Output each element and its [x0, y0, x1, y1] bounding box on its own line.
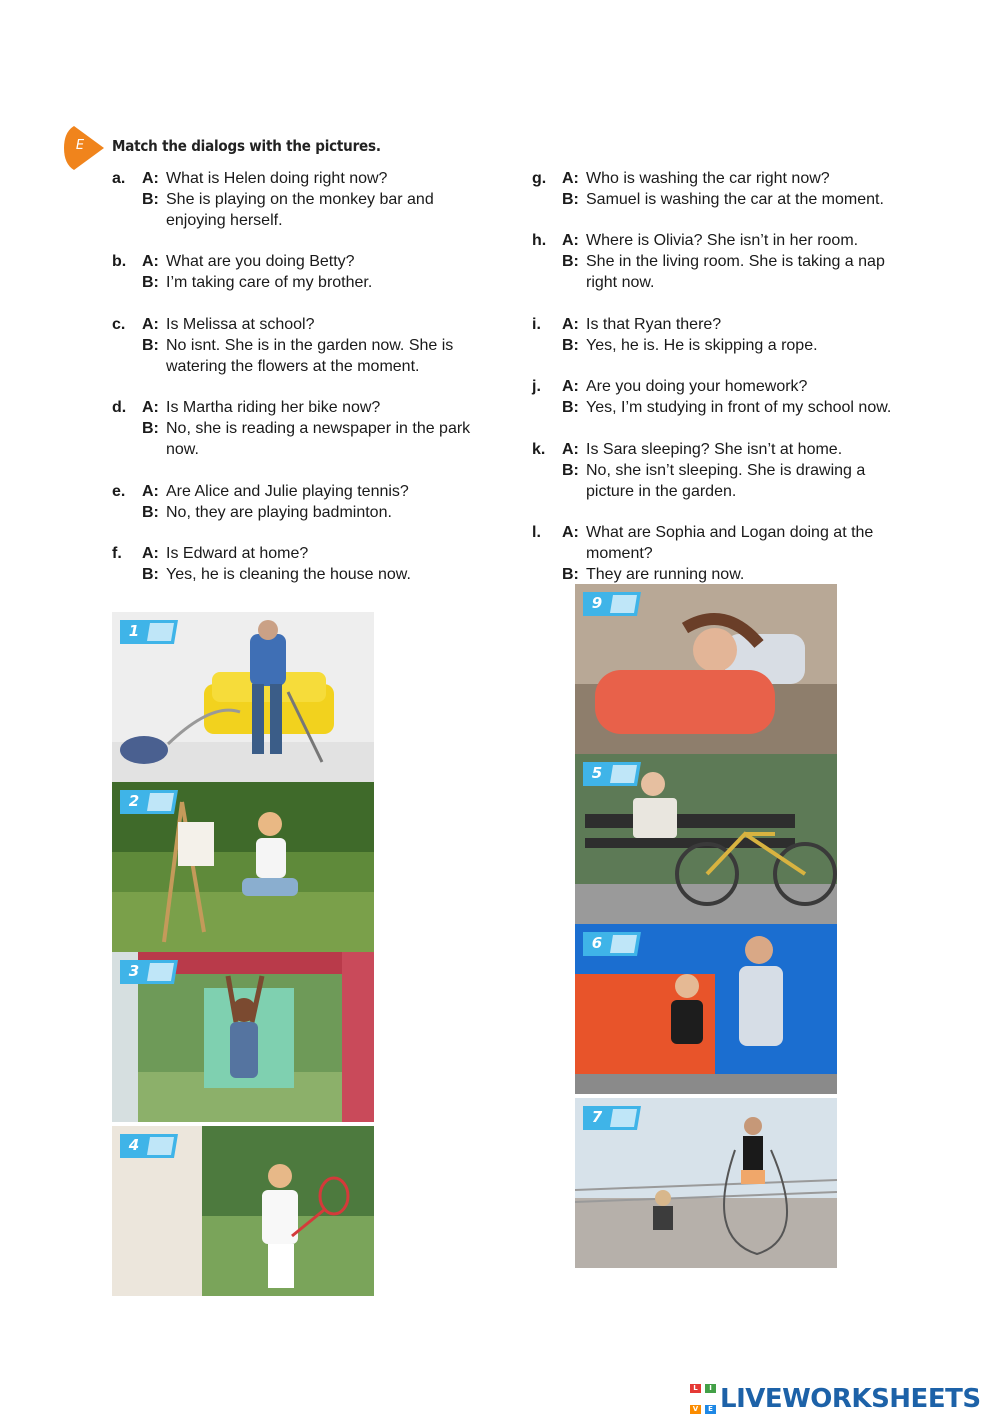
- dialog-line-a: A: Is Edward at home?: [142, 545, 309, 562]
- picture-3-monkey-bar: [112, 952, 374, 1122]
- dialog-line-b: B: Yes, I’m studying in front of my school now.: [562, 399, 892, 416]
- dialog-line-b: B: No, they are playing badminton.: [142, 504, 392, 521]
- dialog-line-a: A: Where is Olivia? She isn’t in her room.: [562, 232, 859, 249]
- dialog-line-b-cont: enjoying herself.: [166, 212, 283, 229]
- instruction-heading: Match the dialogs with the pictures.: [112, 137, 381, 155]
- liveworksheets-logo: [690, 1382, 981, 1416]
- dialog-line-a: A: Are you doing your homework?: [562, 378, 808, 395]
- dialog-line-a: A: Is Melissa at school?: [142, 316, 315, 333]
- dialog-line-a: A: Who is washing the car right now?: [562, 170, 830, 187]
- dialog-line-b: B: Yes, he is. He is skipping a rope.: [562, 337, 818, 354]
- dialog-i: [532, 314, 932, 356]
- dialog-h: [532, 230, 932, 294]
- dialog-line-a: A: Is Martha riding her bike now?: [142, 399, 381, 416]
- dialog-line-a-cont: moment?: [586, 545, 653, 562]
- dialog-line-a: A: What are Sophia and Logan doing at the: [562, 524, 874, 541]
- section-badge: [60, 124, 106, 172]
- dialog-line-a: A: What is Helen doing right now?: [142, 170, 388, 187]
- picture-number: 9: [591, 594, 603, 612]
- dialog-line-a: A: Are Alice and Julie playing tennis?: [142, 483, 409, 500]
- dialog-line-a: A: What are you doing Betty?: [142, 253, 355, 270]
- dialog-line-b: B: No isnt. She is in the garden now. She is: [142, 337, 454, 354]
- dialog-d: [112, 397, 512, 461]
- picture-number-tag: [583, 592, 641, 616]
- picture-2-drawing: [112, 782, 374, 952]
- picture-9-nap: [575, 584, 837, 754]
- dialog-line-b: B: They are running now.: [562, 566, 745, 583]
- picture-6-running: [575, 924, 837, 1094]
- dialog-letter: i.: [532, 316, 541, 333]
- picture-number: 5: [591, 764, 603, 782]
- dialog-f: [112, 543, 512, 585]
- picture-number-tag: [120, 790, 178, 814]
- picture-7-skipping: [575, 1098, 837, 1268]
- dialog-line-b: B: She in the living room. She is taking a nap: [562, 253, 885, 270]
- liveworksheets-logo-mark: L I V E: [690, 1384, 716, 1414]
- liveworksheets-logo-text: LIVEWORKSHEETS: [720, 1384, 981, 1414]
- dialog-line-b: B: No, she is reading a newspaper in the park: [142, 420, 471, 437]
- dialog-line-b: B: Samuel is washing the car at the moment.: [562, 191, 884, 208]
- dialog-letter: j.: [532, 378, 541, 395]
- picture-number-tag: [120, 960, 178, 984]
- dialog-line-b: B: I’m taking care of my brother.: [142, 274, 373, 291]
- dialog-letter: a.: [112, 170, 126, 187]
- dialog-c: [112, 314, 512, 378]
- dialog-a: [112, 168, 512, 232]
- dialog-letter: d.: [112, 399, 127, 416]
- dialog-letter: e.: [112, 483, 126, 500]
- dialog-line-a: A: Is Sara sleeping? She isn’t at home.: [562, 441, 843, 458]
- dialog-line-a: A: Is that Ryan there?: [562, 316, 722, 333]
- section-letter: E: [75, 138, 85, 153]
- picture-number: 2: [128, 792, 140, 810]
- dialog-letter: k.: [532, 441, 546, 458]
- dialog-line-b-cont: watering the flowers at the moment.: [166, 358, 420, 375]
- picture-number-tag: [583, 1106, 641, 1130]
- picture-number-tag: [583, 932, 641, 956]
- picture-number-tag: [120, 1134, 178, 1158]
- dialog-e: [112, 481, 512, 523]
- dialog-letter: b.: [112, 253, 127, 270]
- dialog-line-b-cont: now.: [166, 441, 199, 458]
- picture-4-badminton: [112, 1126, 374, 1296]
- picture-number: 1: [128, 622, 140, 640]
- dialog-line-b: B: Yes, he is cleaning the house now.: [142, 566, 411, 583]
- picture-number: 4: [128, 1136, 140, 1154]
- dialog-letter: l.: [532, 524, 541, 541]
- dialog-letter: c.: [112, 316, 126, 333]
- picture-5-newspaper: [575, 754, 837, 924]
- dialog-letter: g.: [532, 170, 547, 187]
- dialog-k: [532, 439, 932, 503]
- dialog-b: [112, 251, 512, 293]
- dialog-line-b-cont: right now.: [586, 274, 655, 291]
- dialog-letter: f.: [112, 545, 122, 562]
- picture-number: 7: [591, 1108, 603, 1126]
- picture-number: 3: [128, 962, 140, 980]
- dialog-l: [532, 522, 932, 586]
- dialog-j: [532, 376, 932, 418]
- picture-1-cleaning: [112, 612, 374, 782]
- dialog-line-b: B: She is playing on the monkey bar and: [142, 191, 434, 208]
- dialog-g: [532, 168, 932, 210]
- dialog-line-b: B: No, she isn’t sleeping. She is drawing a: [562, 462, 866, 479]
- picture-number-tag: [583, 762, 641, 786]
- dialog-line-b-cont: picture in the garden.: [586, 483, 737, 500]
- picture-number: 6: [591, 934, 603, 952]
- dialog-letter: h.: [532, 232, 547, 249]
- picture-number-tag: [120, 620, 178, 644]
